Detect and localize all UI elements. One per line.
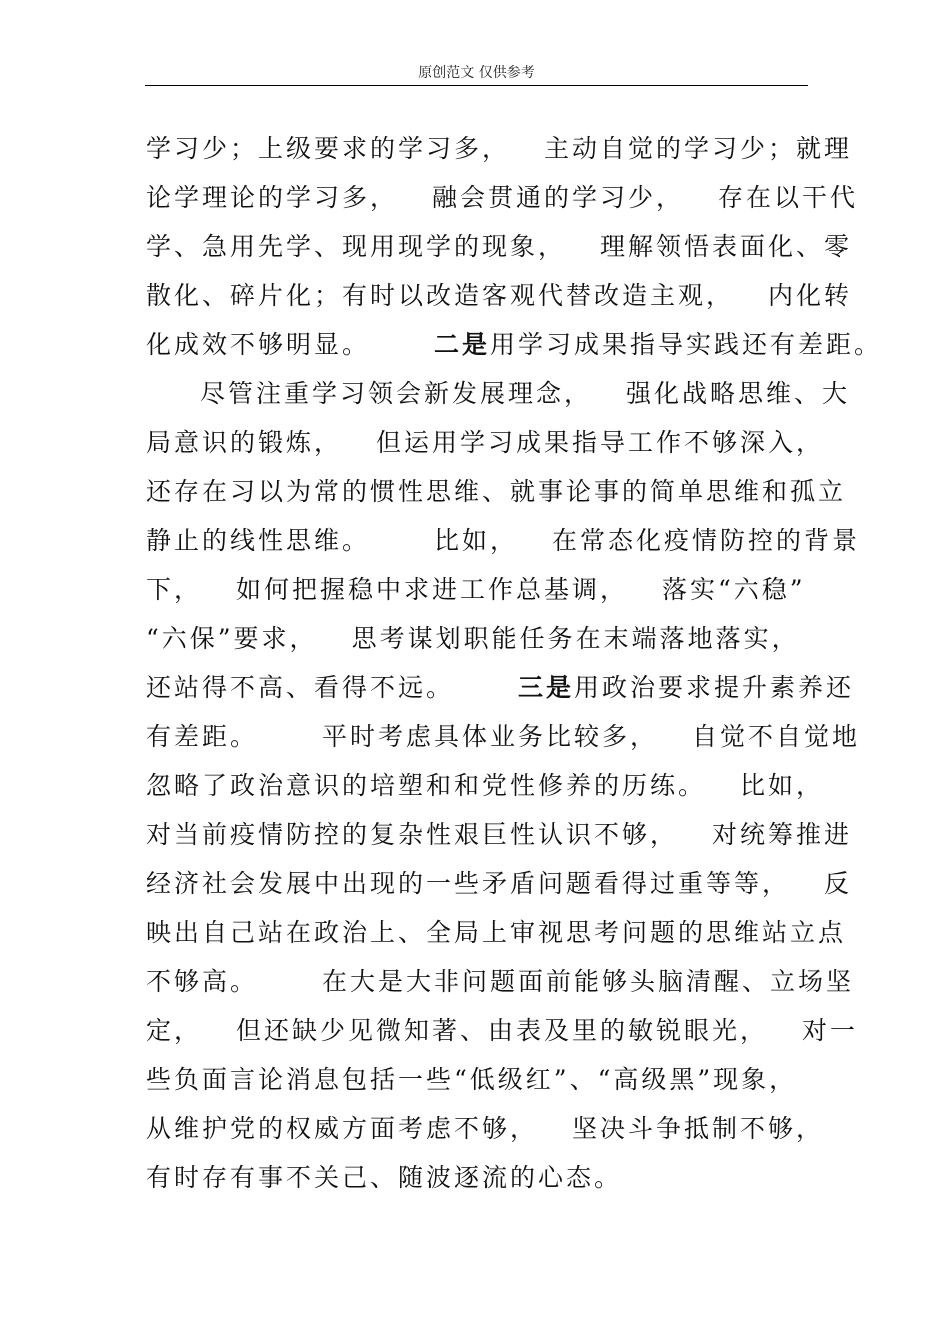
text-line: 从维护党的权威方面考虑不够， 坚决斗争抵制不够， — [146, 1114, 825, 1143]
emphasis-label: 三是 — [518, 673, 575, 702]
text-line: 还存在习以为常的惯性思维、就事论事的简单思维和孤立 — [146, 477, 847, 506]
text-line: 尽管注重学习领会新发展理念， 强化战略思维、大 — [200, 379, 851, 408]
text-line: 散化、碎片化；有时以改造客观代替改造主观， 内化转 — [146, 281, 853, 310]
text-line: 下， 如何把握稳中求进工作总基调， 落实“六稳” — [146, 575, 806, 604]
text-line: 化成效不够明显。 二是用学习成果指导实践还有差距。 — [146, 330, 883, 359]
text-line: 忽略了政治意识的培塑和和党性修养的历练。 比如， — [146, 771, 825, 800]
text-line: 有时存有事不关己、随波逐流的心态。 — [146, 1163, 623, 1192]
text-line: 经济社会发展中出现的一些矛盾问题看得过重等等， 反 — [146, 869, 853, 898]
text-line: 有差距。 平时考虑具体业务比较多， 自觉不自觉地 — [146, 722, 861, 751]
text-line: 不够高。 在大是大非问题面前能够头脑清醒、立场坚 — [146, 967, 855, 996]
text-line: “六保”要求， 思考谋划职能任务在末端落地落实， — [146, 624, 800, 653]
text-line: 映出自己站在政治上、全局上审视思考问题的思维站立点 — [146, 918, 847, 947]
text-line: 定， 但还缺少见微知著、由表及里的敏锐眼光， 对一 — [146, 1016, 859, 1045]
text-line: 学、急用先学、现用现学的现象， 理解领悟表面化、零 — [146, 232, 853, 261]
text-line: 静止的线性思维。 比如， 在常态化疫情防控的背景 — [146, 526, 861, 555]
text-line: 论学理论的学习多， 融会贯通的学习少， 存在以干代 — [146, 183, 859, 212]
text-line: 对当前疫情防控的复杂性艰巨性认识不够， 对统筹推进 — [146, 820, 853, 849]
page-header: 原创范文 仅供参考 — [418, 65, 535, 81]
text-line: 局意识的锻炼， 但运用学习成果指导工作不够深入， — [146, 428, 825, 457]
emphasis-label: 二是 — [434, 330, 491, 359]
document-body — [146, 124, 883, 1202]
text-line: 些负面言论消息包括一些“低级红”、“高级黑”现象， — [146, 1065, 798, 1094]
text-line: 还站得不高、看得不远。 三是用政治要求提升素养还 — [146, 673, 855, 702]
text-line: 学习少；上级要求的学习多， 主动自觉的学习少；就理 — [146, 134, 853, 163]
header-rule — [145, 85, 808, 86]
